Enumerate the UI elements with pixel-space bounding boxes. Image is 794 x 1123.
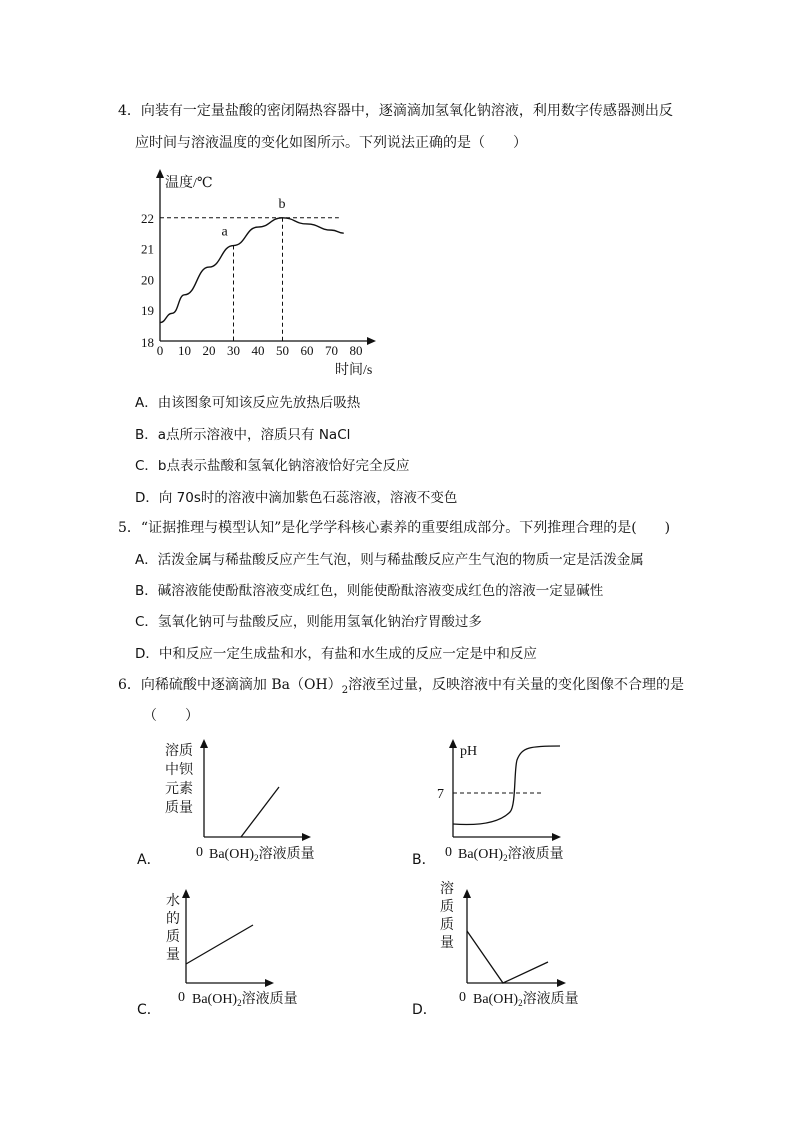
graph-a-origin: 0	[196, 845, 203, 860]
chart-x-tick: 30	[227, 343, 240, 358]
graph-a-y-arrow	[200, 739, 208, 748]
q4-option-a: A．由该图象可知该反应先放热后吸热	[135, 395, 361, 411]
graph-a-curve	[241, 787, 279, 837]
q5-option-c: C．氢氧化钠可与盐酸反应，则能用氢氧化钠治疗胃酸过多	[135, 614, 482, 630]
graph-b-xlabel: $Ba(OH)_2$溶液质量	[458, 847, 564, 863]
chart-xlabel: 时间/s	[335, 363, 373, 378]
chart-ylabel: 温度/℃	[165, 176, 213, 191]
graph-b-curve	[453, 746, 560, 825]
chart-x-tick: 40	[251, 343, 265, 358]
chart-y-tick: 21	[141, 241, 154, 257]
graph-c-xlabel: $Ba(OH)_2$溶液质量	[192, 992, 298, 1008]
chart-series-line	[160, 218, 344, 323]
graph-c-ylabel-2: 的	[166, 912, 180, 927]
graph-d-origin: 0	[459, 990, 466, 1005]
q6-stem-part1: 6．向稀硫酸中逐滴滴加 Ba（OH）	[118, 677, 342, 693]
graph-c-curve	[186, 925, 253, 964]
graph-c-y-arrow	[182, 889, 190, 898]
chart-x-tick: 50	[276, 343, 289, 358]
q4-option-b: B．a点所示溶液中，溶质只有 NaCl	[135, 427, 351, 443]
graph-b-ylabel: pH	[460, 744, 478, 759]
q4-option-c: C．b点表示盐酸和氢氧化钠溶液恰好完全反应	[135, 458, 410, 474]
graph-d-ylabel-4: 量	[440, 936, 454, 951]
graph-d-ylabel-3: 质	[440, 918, 454, 933]
graph-c-origin: 0	[178, 990, 185, 1005]
graph-c-ylabel-3: 质	[166, 930, 180, 945]
chart-x-tick: 0	[156, 343, 164, 358]
graph-d-curve	[467, 931, 548, 983]
graph-d-x-arrow	[557, 979, 566, 987]
graph-a-x-arrow	[302, 833, 311, 841]
graph-c-x-arrow	[265, 979, 274, 987]
chart-x-tick: 10	[178, 343, 191, 358]
chart-x-tick: 60	[300, 343, 314, 358]
graph-b-y-arrow	[449, 739, 457, 748]
q6-stem-line1	[118, 675, 684, 701]
graph-b-letter: B．	[412, 852, 436, 868]
chart-x-tick: 80	[349, 343, 363, 358]
chart-y-tick: 19	[141, 303, 154, 319]
chart-x-tick: 20	[202, 343, 216, 358]
chart-x-arrow	[367, 337, 376, 345]
graph-b-ph7-label: 7	[437, 787, 444, 802]
chart-y-tick: 20	[141, 272, 154, 288]
q4-stem-line1: 4．向装有一定量盐酸的密闭隔热容器中，逐滴滴加氢氧化钠溶液，利用数字传感器测出反	[118, 103, 673, 119]
q4-option-d: D．向 70s时的溶液中滴加紫色石蕊溶液，溶液不变色	[135, 490, 458, 506]
q4-stem-line2: 应时间与溶液温度的变化如图所示。下列说法正确的是（ ）	[135, 135, 527, 151]
chart-point-label-b: b	[278, 196, 286, 212]
graph-b-x-arrow	[552, 833, 561, 841]
q6-stem-sub: 2	[341, 684, 349, 696]
chart-y-arrow	[156, 169, 164, 178]
graph-a-xlabel: $Ba(OH)_2$溶液质量	[209, 847, 315, 863]
chart-y-tick: 18	[141, 335, 154, 350]
chart-point-label-a: a	[221, 224, 228, 240]
q5-option-b: B．碱溶液能使酚酞溶液变成红色，则能使酚酞溶液变成红色的溶液一定显碱性	[135, 583, 604, 599]
graph-d-letter: D．	[412, 1002, 437, 1018]
graph-a-ylabel-4: 质量	[165, 801, 193, 816]
graph-d-ylabel-1: 溶	[440, 882, 454, 897]
temperature-time-chart	[0, 165, 794, 425]
graph-d-ylabel-2: 质	[440, 900, 454, 915]
graph-d-y-arrow	[463, 889, 471, 898]
graph-c-ylabel-4: 量	[166, 948, 180, 963]
chart-y-tick: 22	[141, 210, 154, 226]
q5-option-a: A．活泼金属与稀盐酸反应产生气泡，则与稀盐酸反应产生气泡的物质一定是活泼金属	[135, 552, 644, 568]
graph-a-ylabel-2: 中钡	[165, 763, 193, 778]
graph-b-origin: 0	[445, 845, 452, 860]
q5-option-d: D．中和反应一定生成盐和水，有盐和水生成的反应一定是中和反应	[135, 646, 537, 662]
q6-stem-line2: （ ）	[143, 708, 199, 724]
graph-c-letter: C．	[137, 1002, 161, 1018]
chart-x-tick: 70	[325, 343, 338, 358]
q6-stem-part2: 溶液至过量，反映溶液中有关量的变化图像不合理的是	[348, 677, 685, 693]
graph-a-letter: A．	[137, 852, 161, 868]
graph-a-ylabel-1: 溶质	[165, 744, 193, 759]
q5-stem: 5．“证据推理与模型认知”是化学学科核心素养的重要组成部分。下列推理合理的是( )	[118, 520, 671, 536]
graph-a-ylabel-3: 元素	[165, 782, 193, 797]
graph-c-ylabel-1: 水	[166, 894, 180, 909]
graph-d-xlabel: $Ba(OH)_2$溶液质量	[473, 992, 579, 1008]
